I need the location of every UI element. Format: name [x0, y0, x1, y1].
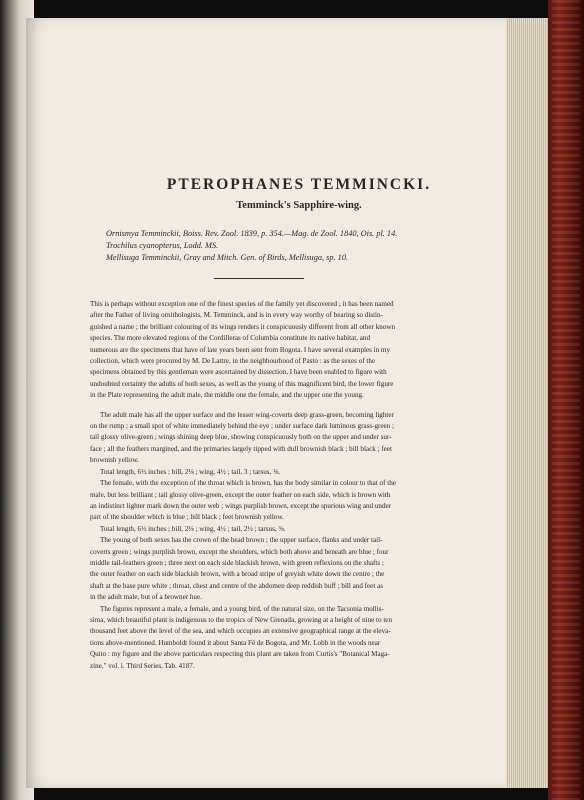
common-name-subtitle: Temminck's Sapphire-wing. — [236, 200, 362, 211]
body-text — [90, 299, 496, 672]
text-line: an indistinct lighter mark down the outer web ; wings purplish brown, except the spurious wing and under — [90, 501, 392, 510]
text-line: tail glossy olive-green ; wings shining deep blue, showing conspicuously both on the upper and under sur- — [90, 433, 392, 442]
text-line: The adult male has all the upper surface and the lesser wing-coverts deep grass-green, becoming lighter — [100, 410, 394, 419]
synonym-line-text: Trochilus cyanopterus, Lodd. MS. — [106, 241, 219, 250]
synonym-line-text: Mellisuga Temminckii, Gray and Mitch. Gen. of Birds, Mellisuga, sp. 10. — [106, 253, 349, 262]
text-line: middle tail-feathers green ; three next on each side blackish brown, with green reflexions on the shafts ; — [90, 558, 384, 567]
text-line: Total length, 6½ inches ; bill, 2⅛ ; wing, 4½ ; tail, 2½ ; tarsus, ⅜. — [100, 524, 286, 533]
body-paragraph — [90, 467, 496, 478]
text-line: numerous are the specimens that have of late years been sent from Bogota. I have several examples in my — [90, 345, 390, 354]
paragraph-gap — [90, 402, 496, 410]
page-title: PTEROPHANES TEMMINCKI. — [166, 176, 432, 193]
body-paragraph — [90, 604, 496, 672]
synonym-line-text: Ornismya Temminckii, Boiss. Rev. Zool. 1839, p. 354.—Mag. de Zool. 1840, Ois. pl. 14. — [106, 229, 398, 238]
text-line: collection, which were procured by M. De Lattre, in the neighbourhood of Pasto : as the sexes of the — [90, 357, 376, 366]
text-line: specimens obtained by this gentleman were ascertained by dissection, I have been enabled to figure with — [90, 368, 387, 377]
section-divider — [214, 278, 304, 279]
text-line: Total length, 6½ inches ; bill, 2⅛ ; wing, 4½ ; tail, 3 ; tarsus, ⅜. — [100, 467, 281, 476]
text-line: sima, which beautiful plant is indigenous to the tropics of New Grenada, growing at a height of nine to ten — [90, 615, 393, 624]
synonym-line — [106, 240, 496, 252]
body-paragraph — [90, 535, 496, 603]
text-line: zine," vol. i. Third Series, Tab. 4187. — [90, 661, 195, 670]
text-line: undoubted certainty the adults of both sexes, as well as the young of this magnificent bird, the lower figure — [90, 379, 394, 388]
text-line: male, but less brilliant ; tail glossy olive-green, except the outer feather on each side, which is brown with — [90, 490, 391, 499]
synonymy-list — [106, 228, 496, 264]
text-line: Quito : my figure and the above particulars respecting this plant are taken from Curtis's "Botanical Maga- — [90, 650, 390, 659]
text-line: The figures represent a male, a female, and a young bird, of the natural size, on the Tacsonia mollis- — [100, 604, 384, 613]
text-line: The young of both sexes has the crown of the head brown ; the upper surface, flanks and under tail- — [100, 536, 383, 545]
body-paragraph — [90, 478, 496, 524]
text-line: thousand feet above the level of the sea, and which occupies an extensive geographical range at the eleva- — [90, 627, 391, 636]
synonym-line — [106, 252, 496, 264]
page-fore-edge — [506, 18, 550, 788]
text-line: shaft at the base pure white ; throat, chest and centre of the abdomen deep reddish buff ; bill and feet as — [90, 581, 383, 590]
body-paragraph — [90, 299, 496, 402]
synonym-line — [106, 228, 496, 240]
text-line: the outer feather on each side blackish brown, with a broad stripe of greyish white down the centre ; the — [90, 570, 385, 579]
text-line: species. The more elevated regions of the Cordilleras of Columbia constitute its native habitat, and — [90, 334, 370, 343]
text-line: This is perhaps without exception one of the finest species of the family yet discovered ; it has been named — [90, 300, 394, 308]
text-line: in the Plate representing the adult male, the middle one the female, and the upper one the young. — [90, 391, 364, 400]
text-line: on the rump ; a small spot of white immediately behind the eye ; under surface dark luminous grass-green ; — [90, 422, 394, 431]
body-paragraph — [90, 410, 496, 467]
text-line: part of the shoulder which is blue ; bill black ; feet brownish yellow. — [90, 513, 284, 522]
text-line: The female, with the exception of the throat which is brown, has the body similar in colour to that of the — [100, 479, 396, 488]
text-line: after the Father of living ornithologists, M. Temminck, and is in every way worthy of bearing so distin- — [90, 311, 383, 320]
binding-texture — [552, 0, 580, 800]
text-line: in the adult male, but of a browner hue. — [90, 593, 202, 602]
text-line: brownish yellow. — [90, 456, 139, 465]
page-content — [90, 176, 496, 672]
text-line: guished a name ; the brilliant colouring of its wings renders it conspicuously different from all other known — [90, 322, 396, 331]
body-paragraph — [90, 524, 496, 535]
text-line: tions above-mentioned. Humboldt found it about Santa Fé de Bogota, and Mr. Lobb in the woods near — [90, 638, 381, 647]
text-line: face ; all the feathers margined, and the primaries largely tipped with dull brownish black ; bill black ; feet — [90, 444, 392, 453]
text-line: coverts green ; wings purplish brown, except the shoulders, which both above and beneath are blue ; four — [90, 547, 389, 556]
